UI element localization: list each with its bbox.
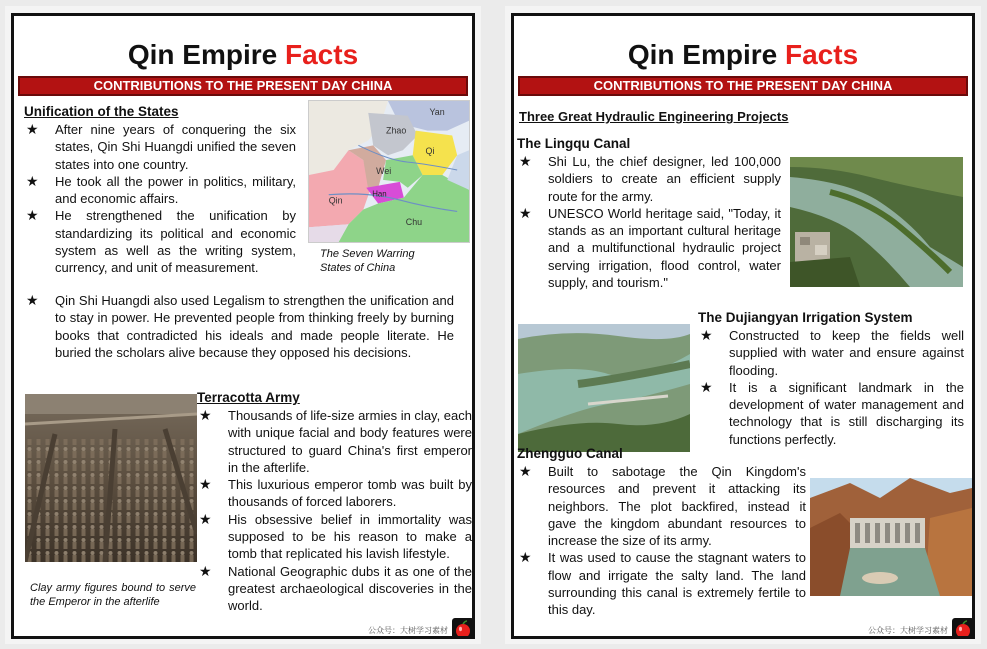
star-icon: ★ [26,207,39,224]
title-main: Qin Empire [627,39,778,70]
map-label-zhao: Zhao [386,125,407,136]
page-title [14,38,472,72]
unification-heading: Unification of the States [24,104,179,119]
list-item: ★ It was used to cause the stagnant waters to flow and irrigate the salty land. The land surrounding this canal is extremely fertile to this day. [519,549,806,618]
zhengguo-dam-photo [810,478,972,596]
list-item: ★ National Geographic dubs it as one of the greatest archaeological discoveries in the world. [199,562,472,614]
map-label-yan: Yan [429,106,445,117]
star-icon: ★ [199,476,212,493]
apple-icon [952,618,974,639]
star-icon: ★ [199,407,212,423]
list-item: ★ Thousands of life-size armies in clay, each with unique facial and body features were structured to guard China's first emperor in the afterlife. [199,407,472,475]
left-page-frame [11,13,475,639]
lingqu-list [517,153,781,291]
left-page [5,6,481,644]
map-caption: The Seven Warring States of China [320,248,415,274]
dujiangyan-photo [518,324,690,452]
title-accent: Facts [785,39,859,70]
star-icon: ★ [700,327,713,343]
star-icon: ★ [199,562,212,579]
list-item: ★ After nine years of conquering the six states, Qin Shi Huangdi unified the seven states into one country. [26,121,296,172]
star-icon: ★ [519,549,532,566]
list-item: ★ Shi Lu, the chief designer, led 100,000 soldiers to create an efficient supply route for the army. [519,153,781,204]
star-icon: ★ [26,172,39,189]
zhengguo-heading: Zhengguo Canal [517,446,623,461]
seven-states-map [308,100,470,243]
star-icon: ★ [700,378,713,395]
terracotta-caption: Clay army figures bound to serve the Emperor in the afterlife [30,582,196,608]
page-title [514,38,972,72]
title-main: Qin Empire [127,39,278,70]
footer-credit: 公众号：大树学习素材 [368,626,448,635]
right-page [505,6,981,644]
list-item: ★ He took all the power in politics, military, and economic affairs. [26,172,296,207]
list-item: ★ It is a significant landmark in the development of water management and technology that is still discharging its functions perfectly. [700,378,964,447]
section-banner: CONTRIBUTIONS TO THE PRESENT DAY CHINA [518,76,968,96]
projects-heading: Three Great Hydraulic Engineering Projects [519,109,789,124]
footer-credit: 公众号：大树学习素材 [868,626,948,635]
star-icon: ★ [519,204,532,221]
zhengguo-list [517,463,806,619]
terracotta-heading: Terracotta Army [197,390,300,405]
unification-list [24,121,296,277]
map-label-qin: Qin [328,195,343,206]
star-icon: ★ [519,463,532,479]
dujiangyan-heading: The Dujiangyan Irrigation System [698,310,913,325]
list-item: ★ His obsessive belief in immortality was supposed to be his reason to make a tomb that replicated his lavish lifestyle. [199,510,472,562]
terracotta-photo [25,394,197,562]
lingqu-heading: The Lingqu Canal [517,136,631,151]
list-item: ★ Qin Shi Huangdi also used Legalism to strengthen the unification and to stay in power. He prevented people from thinking freely by burning books that contradicted his ideals and made people literate. He buried the scholars alive because they opposed his decisions. [26,292,454,360]
list-item: ★ This luxurious emperor tomb was built by thousands of forced laborers. [199,476,472,510]
apple-icon [452,618,474,639]
legalism-list [24,292,454,361]
title-accent: Facts [285,39,359,70]
list-item: ★ Constructed to keep the fields well supplied with water and ensure against flooding. [700,327,964,378]
star-icon: ★ [26,292,39,308]
map-label-qi: Qi [425,146,435,157]
star-icon: ★ [26,121,39,137]
right-page-frame [511,13,975,639]
list-item: ★ UNESCO World heritage said, "Today, it stands as an important cultural heritage and a multifunctional hydraulic project serving irrigation, flood control, water supply, and tourism." [519,204,781,291]
dujiangyan-list [698,327,964,448]
terracotta-list [197,407,472,615]
star-icon: ★ [199,510,212,527]
map-label-chu: Chu [405,217,423,228]
map-label-wei: Wei [376,165,392,176]
map-label-han: Han [372,189,387,199]
lingqu-canal-photo [790,157,963,287]
list-item: ★ He strengthened the unification by standardizing its political and economic system as well as the writing system, currency, and unit of measurement. [26,207,296,276]
list-item: ★ Built to sabotage the Qin Kingdom's resources and prevent it attacking its neighbors. The plot backfired, instead it gave the kingdom abundant resources to increase the size of its army. [519,463,806,549]
star-icon: ★ [519,153,532,169]
section-banner: CONTRIBUTIONS TO THE PRESENT DAY CHINA [18,76,468,96]
